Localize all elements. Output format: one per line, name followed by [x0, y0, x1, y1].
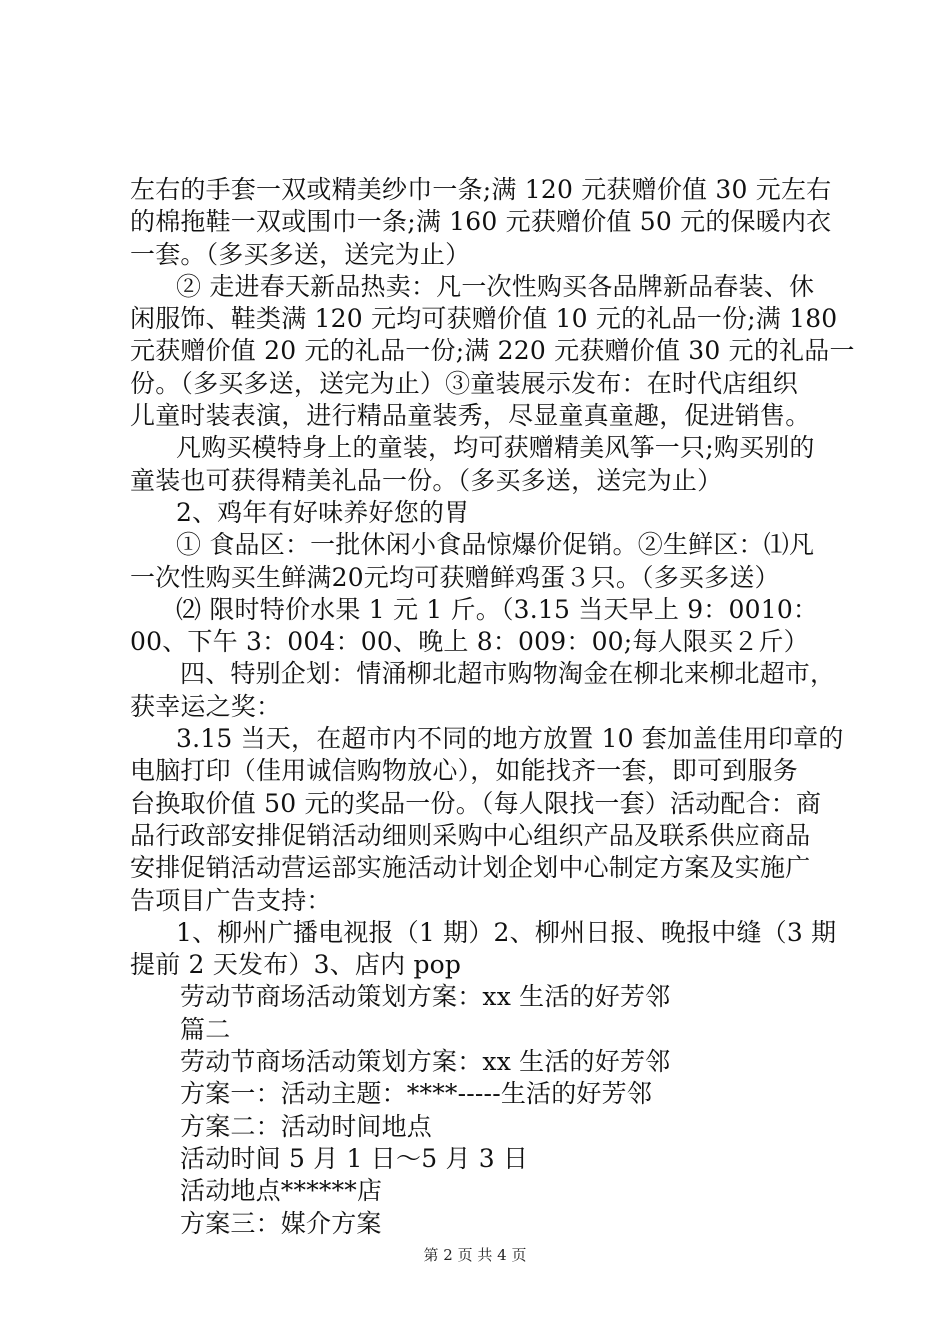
text-line: ⑵ 限时特价水果 1 元 1 斤。（3.15 当天早上 9：0010： — [176, 594, 819, 624]
text-line: 告项目广告支持： — [130, 885, 332, 915]
page-footer: 第 2 页 共 4 页 — [423, 1246, 527, 1264]
text-line: ① 食品区：一批休闲小食品惊爆价促销。②生鲜区：⑴凡 — [176, 530, 815, 560]
text-line: 的棉拖鞋一双或围巾一条;满 160 元获赠价值 50 元的保暖内衣 — [130, 207, 832, 237]
document-body — [130, 174, 855, 1240]
text-line: 3.15 当天，在超市内不同的地方放置 10 套加盖佳用印章的 — [176, 724, 844, 754]
section-heading: 篇二 — [180, 1014, 231, 1044]
text-line: 份。（多买多送，送完为止）③童装展示发布：在时代店组织 — [130, 368, 798, 398]
text-line: 闲服饰、鞋类满 120 元均可获赠价值 10 元的礼品一份;满 180 — [130, 304, 838, 334]
text-line: 提前 2 天发布）3、店内 pop — [130, 950, 462, 980]
text-line: 获幸运之奖： — [130, 691, 282, 721]
text-line: 一套。（多买多送，送完为止） — [130, 239, 471, 269]
text-line: 方案三：媒介方案 — [180, 1208, 382, 1238]
text-line: 劳动节商场活动策划方案：xx 生活的好芳邻 — [180, 1047, 671, 1077]
text-line: 左右的手套一双或精美纱巾一条;满 120 元获赠价值 30 元左右 — [130, 175, 832, 204]
text-line: 安排促销活动营运部实施活动计划企划中心制定方案及实施广 — [130, 853, 811, 883]
text-line: 劳动节商场活动策划方案：xx 生活的好芳邻 — [180, 982, 671, 1012]
text-line: 方案二：活动时间地点 — [180, 1111, 433, 1141]
text-line: 元获赠价值 20 元的礼品一份;满 220 元获赠价值 30 元的礼品一 — [130, 336, 855, 366]
text-line: 凡购买模特身上的童装，均可获赠精美风筝一只;购买别的 — [176, 433, 815, 463]
text-line: 电脑打印（佳用诚信购物放心），如能找齐一套，即可到服务 — [130, 756, 798, 786]
text-line: 活动时间 5 月 1 日～5 月 3 日 — [180, 1143, 529, 1173]
text-line: 儿童时装表演，进行精品童装秀，尽显童真童趣，促进销售。 — [130, 401, 811, 431]
text-line: 活动地点******店 — [180, 1176, 383, 1206]
text-line: 00、下午 3：004：00、晚上 8：009：00;每人限买２斤） — [130, 627, 809, 657]
text-line: 1、柳州广播电视报（1 期）2、柳州日报、晚报中缝（3 期 — [176, 917, 837, 947]
section-heading: 四、特别企划：情涌柳北超市购物淘金在柳北来柳北超市， — [180, 659, 836, 689]
text-line: 童装也可获得精美礼品一份。（多买多送，送完为止） — [130, 465, 723, 495]
text-line: 品行政部安排促销活动细则采购中心组织产品及联系供应商品 — [130, 820, 811, 850]
text-line: ② 走进春天新品热卖：凡一次性购买各品牌新品春装、休 — [176, 271, 815, 301]
text-line: 方案一：活动主题：****-----生活的好芳邻 — [180, 1079, 653, 1109]
text-line: 台换取价值 50 元的奖品一份。（每人限找一套）活动配合：商 — [130, 788, 822, 818]
section-heading: 2、鸡年有好味养好您的胃 — [176, 497, 470, 527]
text-line: 一次性购买生鲜满20元均可获赠鲜鸡蛋３只。（多买多送） — [130, 562, 780, 592]
